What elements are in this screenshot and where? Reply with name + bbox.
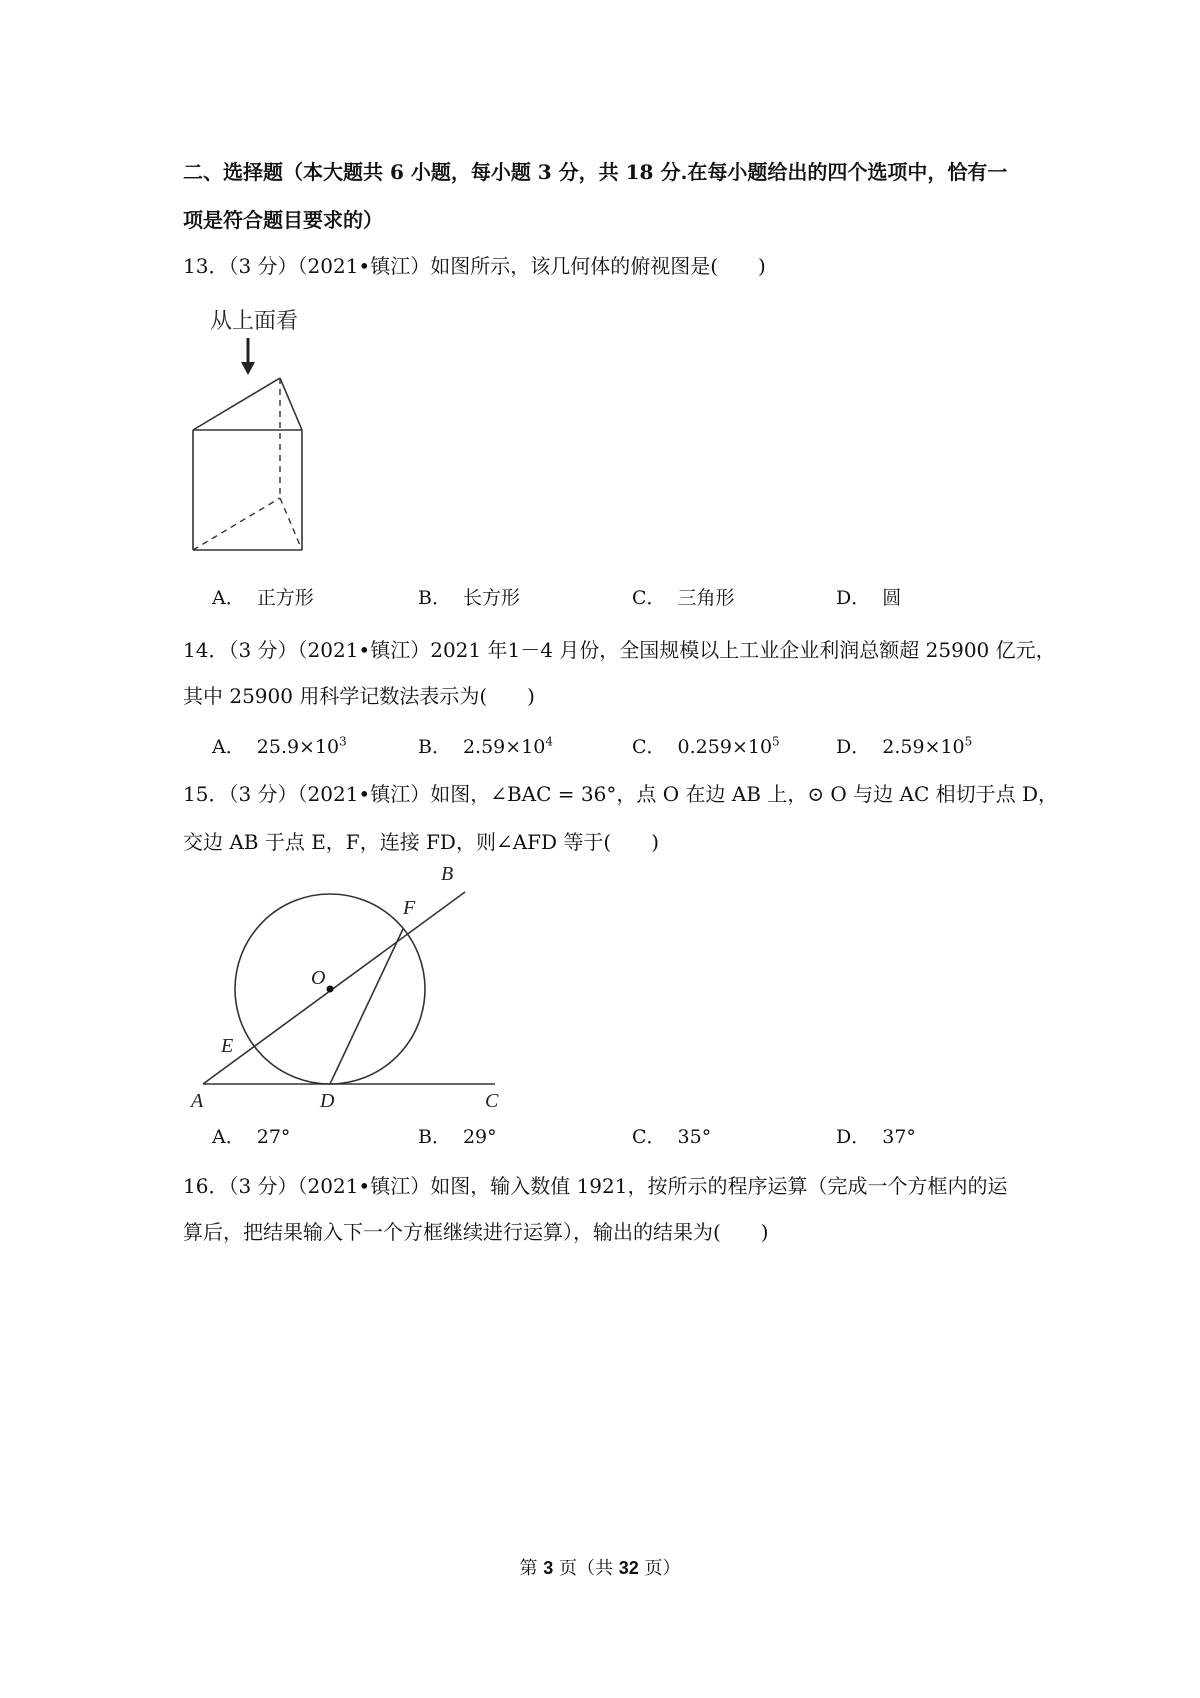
q13-stem: 13．（3 分）（2021•镇江）如图所示，该几何体的俯视图是( ) (183, 254, 766, 278)
q13-option-b[interactable] (418, 585, 520, 611)
option-letter: D． (836, 1126, 871, 1148)
q15-stem-line1: 15．（3 分）（2021•镇江）如图，∠BAC = 36°，点 O 在边 AB 上，⊙ O 与边 AC 相切于点 D， (183, 782, 1059, 806)
q15-circle-figure (183, 862, 513, 1112)
option-text: 正方形 (256, 587, 314, 609)
q15-center-point (327, 986, 334, 993)
q14-stem-line1: 14．（3 分）（2021•镇江）2021 年1－4 月份，全国规模以上工业企业利润总额超 25900 亿元， (183, 638, 1056, 662)
option-text: 37° (882, 1126, 916, 1148)
q16-stem-line1: 16．（3 分）（2021•镇江）如图，输入数值 1921，按所示的程序运算（完成一个方框内的运 (183, 1174, 1008, 1198)
option-letter: D． (836, 736, 871, 758)
option-letter: C． (632, 1126, 666, 1148)
option-letter: C． (632, 736, 666, 758)
q13-prism-figure (183, 300, 503, 565)
q16-stem-line2: 算后，把结果输入下一个方框继续进行运算），输出的结果为( ) (183, 1220, 769, 1244)
q14-stem-line2: 其中 25900 用科学记数法表示为( ) (183, 684, 535, 708)
option-text: 三角形 (677, 587, 735, 609)
option-base: 2.59×10 (882, 736, 965, 758)
option-letter: B． (418, 1126, 451, 1148)
option-exponent: 3 (339, 734, 347, 749)
q15-label-a: A (191, 1090, 204, 1112)
q14-option-b[interactable] (418, 734, 553, 760)
q13-hidden-bottom-left (193, 498, 280, 550)
option-base: 25.9×10 (256, 736, 340, 758)
page-number: 3 (543, 1558, 554, 1578)
q13-figure-label: 从上面看 (210, 309, 299, 334)
option-letter: A． (212, 1126, 245, 1148)
q13-edge-top-left (193, 378, 280, 430)
page-total: 32 (618, 1558, 639, 1578)
option-letter: C． (632, 587, 666, 609)
q15-option-c[interactable] (632, 1124, 711, 1150)
footer-suffix: 页） (638, 1558, 681, 1579)
option-letter: A． (212, 736, 245, 758)
footer-middle: 页（共 (553, 1558, 619, 1579)
q15-label-d: D (320, 1090, 335, 1112)
option-letter: B． (418, 736, 451, 758)
option-base: 0.259×10 (677, 736, 773, 758)
q13-hidden-bottom-right (280, 498, 302, 550)
option-text: 圆 (882, 587, 902, 609)
q15-label-c: C (485, 1090, 499, 1112)
q13-option-d[interactable] (836, 585, 901, 611)
option-letter: A． (212, 587, 245, 609)
section-heading-line1: 二、选择题（本大题共 6 小题，每小题 3 分，共 18 分.在每小题给出的四个选项中，恰有一 (183, 160, 1008, 184)
q15-label-f: F (403, 897, 416, 919)
q15-label-o: O (311, 967, 326, 989)
option-exponent: 5 (964, 734, 973, 749)
option-text: 35° (677, 1126, 712, 1148)
q15-stem-line2: 交边 AB 于点 E，F，连接 FD，则∠AFD 等于( ) (183, 830, 660, 854)
page-footer (0, 1556, 1200, 1581)
q14-option-c[interactable] (632, 734, 780, 760)
q14-option-a[interactable] (212, 734, 347, 760)
option-text: 29° (462, 1126, 497, 1148)
section-heading-line2: 项是符合题目要求的） (183, 208, 383, 232)
option-text: 长方形 (462, 587, 520, 609)
q15-label-e: E (221, 1035, 234, 1057)
q13-arrow-head (241, 362, 255, 375)
footer-prefix: 第 (519, 1558, 544, 1579)
q13-option-a[interactable] (212, 585, 314, 611)
q13-option-c[interactable] (632, 585, 735, 611)
option-letter: B． (418, 587, 451, 609)
q15-option-b[interactable] (418, 1124, 497, 1150)
q13-edge-top-right (280, 378, 302, 430)
option-exponent: 5 (772, 734, 780, 749)
q15-option-d[interactable] (836, 1124, 916, 1150)
q14-option-d[interactable] (836, 734, 972, 760)
q15-label-b: B (441, 863, 454, 885)
option-letter: D． (836, 587, 871, 609)
option-base: 2.59×10 (462, 736, 546, 758)
option-exponent: 4 (545, 734, 554, 749)
q15-option-a[interactable] (212, 1124, 290, 1150)
option-text: 27° (256, 1126, 291, 1148)
